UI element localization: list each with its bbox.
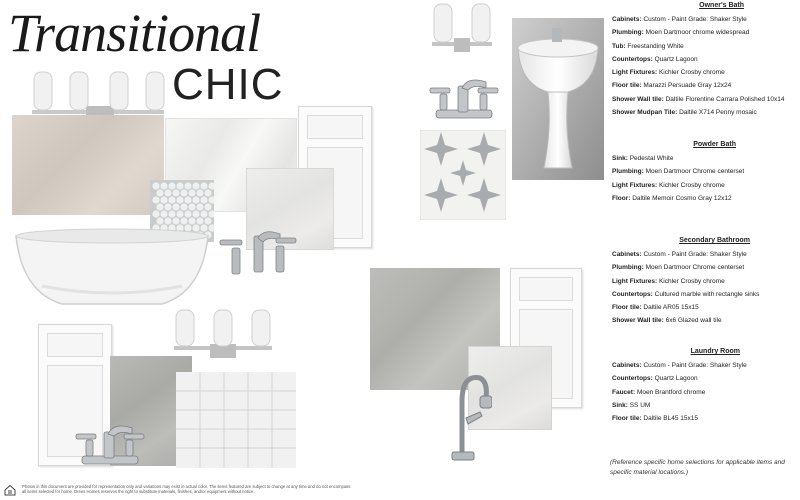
spec-row: Shower Wall tile: 6x6 Glazed wall tile: [612, 317, 722, 325]
powder-bath-heading: Powder Bath: [693, 141, 736, 148]
patterned-floor-tile-swatch: [420, 130, 506, 220]
spec-row: Shower Wall tile: Daltile Florentine Carrara Polished 10x14: [612, 95, 785, 103]
spec-row: Light Fixtures: Kichler Crosby chrome: [612, 69, 725, 77]
powder-faucet-image: [428, 72, 500, 124]
reference-note: (Reference specific home selections for applicable items and specific material locations.): [610, 459, 785, 476]
owners-bath-heading: Owner's Bath: [699, 2, 744, 9]
spec-row: Plumbing: Moen Dartmoor Chrome centerset: [612, 168, 745, 176]
spec-row: Countertops: Quartz Lagoon: [612, 55, 698, 63]
floor-tile-swatch: [12, 115, 164, 215]
spec-row: Shower Mudpan Tile: Daltile X714 Penny mosaic: [612, 109, 757, 117]
vanity-light-2-image: [430, 2, 494, 54]
owners-bath-specs: [612, 13, 784, 119]
spec-row: Floor tile: Daltile AR05 15x15: [612, 304, 699, 312]
white-wall-tile-swatch: [176, 372, 296, 468]
laundry-room-heading: Laundry Room: [690, 348, 740, 355]
spec-row: Faucet: Moen Brantford chrome: [612, 388, 706, 396]
laundry-faucet-image: [440, 368, 492, 464]
spec-row: Floor tile: Daltile BL45 15x15: [612, 415, 698, 423]
spec-row: Sink: SS UM: [612, 401, 651, 409]
spec-row: Light Fixtures: Kichler Crosby chrome: [612, 181, 725, 189]
spec-row: Plumbing: Moen Dartmoor chrome widespread: [612, 29, 750, 37]
powder-bath-specs: [612, 152, 744, 205]
page-title-script: Transitional: [8, 3, 261, 63]
secondary-bath-specs: [612, 248, 759, 328]
spec-row: Plumbing: Moen Dartmoor Chrome centerset: [612, 264, 745, 272]
equal-housing-icon: [4, 484, 16, 496]
spec-row: Countertops: Cultured marble with rectangle sinks: [612, 290, 760, 298]
spec-row: Cabinets: Custom - Paint Grade: Shaker Style: [612, 251, 747, 258]
page-title-caps: CHIC: [172, 60, 284, 109]
spec-row: Countertops: Quartz Lagoon: [612, 375, 698, 383]
spec-row: Floor: Daltile Memoir Cosmo Gray 12x12: [612, 194, 732, 202]
secondary-bath-heading: Secondary Bathroom: [679, 237, 750, 244]
freestanding-tub-image: [12, 226, 212, 310]
spec-row: Tub: Freestanding White: [612, 42, 684, 50]
spec-row: Cabinets: Custom - Paint Grade: Shaker Style: [612, 362, 747, 369]
laundry-room-specs: [612, 359, 747, 425]
footer-disclaimer: Photos in this document are provided for representation only and variations may exist in actual color. The items featured are subject to change at any time and do not encompass all items selected for home. Drees Homes reserves the right to substitute materials, finishes, and/or equipment without notice.: [22, 484, 351, 494]
spec-row: Cabinets: Custom - Paint Grade: Shaker Style: [612, 16, 747, 23]
spec-row: Light Fixtures: Kichler Crosby chrome: [612, 277, 725, 285]
spec-row: Sink: Pedestal White: [612, 155, 674, 162]
pedestal-sink-image: [512, 18, 604, 180]
spec-row: Floor tile: Marazzi Persuade Gray 12x24: [612, 82, 732, 90]
vanity-light-3-image: [170, 304, 276, 360]
vanity-light-4-image: [28, 68, 172, 120]
centerset-faucet-image: [74, 418, 146, 470]
widespread-faucet-image: [214, 226, 300, 278]
